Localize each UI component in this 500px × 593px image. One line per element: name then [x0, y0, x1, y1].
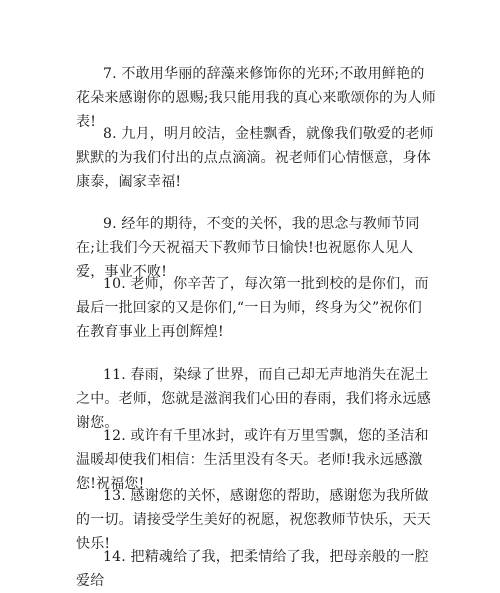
paragraph-13: 13. 感谢您的关怀，感谢您的帮助，感谢您为我所做的一切。请接受学生美好的祝愿，祝您教师节快乐，天天快乐!	[76, 488, 431, 552]
paragraph-12: 12. 或许有千里冰封，或许有万里雪飘，您的圣洁和温暖却使我们相信：生活里没有冬天。老师!我永远感激您!祝福您!	[76, 428, 429, 492]
paragraph-9: 9. 经年的期待，不变的关怀，我的思念与教师节同在;让我们今天祝福天下教师节日愉快!也祝愿你人见人爱，事业不败!	[76, 216, 420, 280]
paragraph-11: 11. 春雨，染绿了世界，而自己却无声地消失在泥土之中。老师，您就是滋润我们心田的春雨，我们将永远感谢您。	[76, 367, 431, 431]
paragraph-10: 10. 老师，你辛苦了，每次第一批到校的是你们，而最后一批回家的又是你们,“一日为师，终身为父”祝你们在教育事业上再创辉煌!	[76, 276, 429, 340]
paragraph-7: 7. 不敢用华丽的辞藻来修饰你的光环;不敢用鲜艳的花朵来感谢你的恩赐;我只能用我的真心来歌颂你的为人师表!	[76, 66, 436, 130]
paragraph-14: 14. 把精魂给了我，把柔情给了我，把母亲般的一腔爱给	[76, 549, 429, 589]
paragraph-8: 8. 九月，明月皎洁，金桂飘香，就像我们敬爱的老师默默的为我们付出的点点滴滴。祝老师们心情惬意，身体康泰，阖家幸福!	[76, 126, 434, 190]
